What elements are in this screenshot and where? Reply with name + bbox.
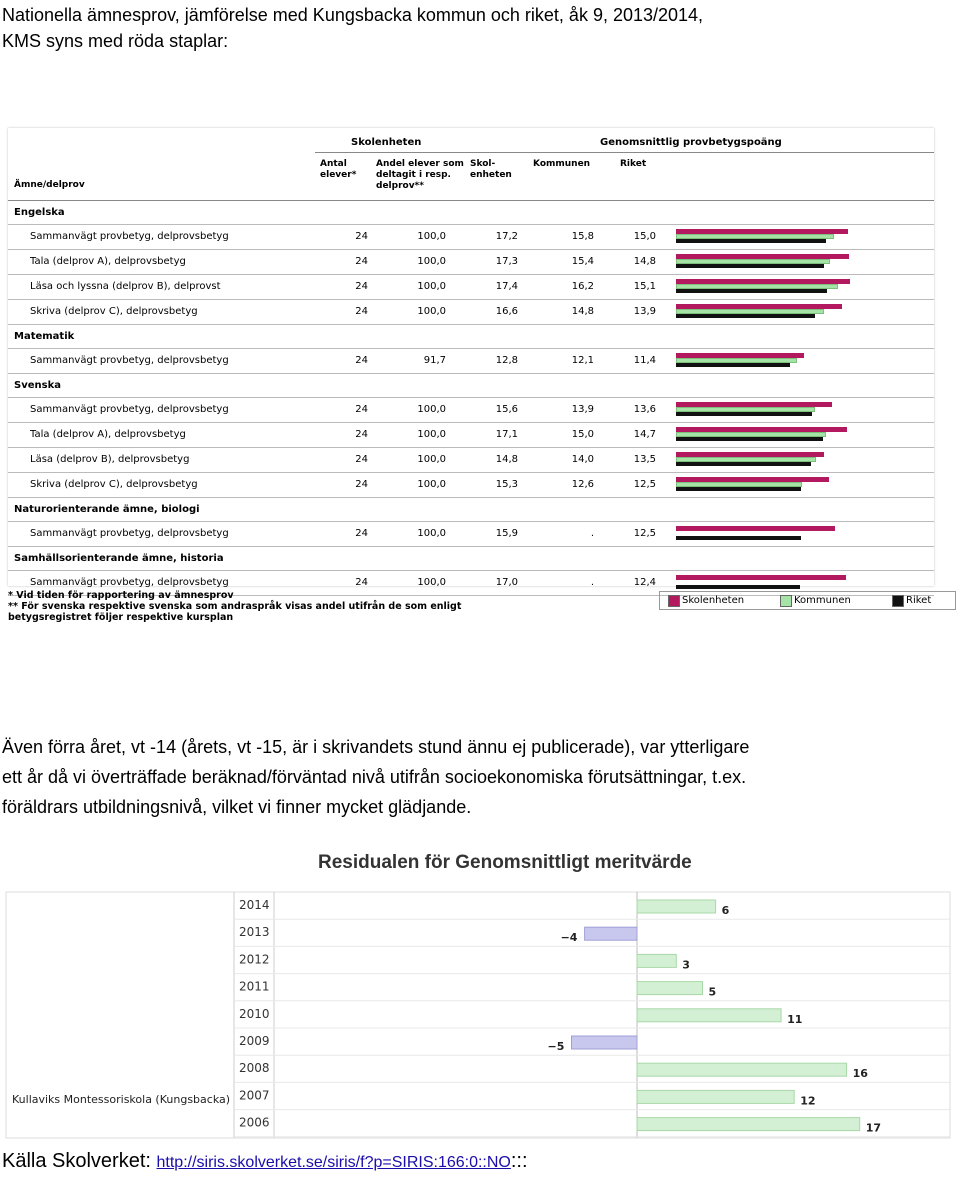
row-label: Tala (delprov A), delprovsbetyg: [30, 429, 186, 440]
table-group-header: [315, 128, 934, 153]
cell-andel: 100,0: [417, 454, 446, 465]
bar-riket: [676, 289, 827, 293]
bar-riket: [676, 239, 826, 243]
cell-kommunen: 12,1: [571, 355, 594, 366]
header-genomsnitt: Genomsnittlig provbetygspoäng: [600, 137, 782, 148]
cell-andel: 100,0: [417, 306, 446, 317]
residual-bar: [637, 1090, 794, 1103]
legend-riket: Riket: [906, 595, 932, 606]
value-label: 3: [682, 958, 690, 972]
row-label: Sammanvägt provbetyg, delprovsbetyg: [30, 577, 229, 588]
source-link[interactable]: http://siris.skolverket.se/siris/f?p=SIRIS:166:0::NO: [156, 1154, 511, 1171]
row-bars: [676, 254, 926, 271]
cell-antal: 24: [355, 528, 368, 539]
bar-riket: [676, 437, 823, 441]
bar-riket: [676, 585, 800, 589]
table-footnotes: [8, 590, 461, 623]
bar-riket: [676, 536, 801, 540]
intro-line-1: Nationella ämnesprov, jämförelse med Kungsbacka kommun och riket, åk 9, 2013/2014,: [2, 5, 704, 25]
row-bars: [676, 304, 926, 321]
col-kommunen: Kommunen: [533, 159, 591, 169]
results-table: [8, 128, 934, 586]
cell-skolenheten: 17,3: [495, 256, 518, 267]
chart-title: Residualen för Genomsnittligt meritvärde: [318, 852, 692, 873]
row-bars: [676, 402, 926, 419]
cell-riket: 15,1: [633, 281, 656, 292]
year-label: 2013: [239, 925, 270, 940]
year-label: 2009: [239, 1034, 270, 1048]
section-label: Matematik: [14, 331, 75, 342]
cell-antal: 24: [355, 479, 368, 490]
legend-kommunen: Kommunen: [794, 595, 851, 606]
cell-skolenheten: 17,1: [495, 429, 518, 440]
cell-riket: 12,5: [633, 528, 656, 539]
cell-kommunen: 15,0: [571, 429, 594, 440]
year-label: 2006: [239, 1115, 270, 1130]
cell-andel: 100,0: [417, 281, 446, 292]
year-label: 2007: [239, 1088, 270, 1103]
cell-kommunen: .: [590, 528, 594, 539]
year-label: 2012: [239, 952, 270, 967]
cell-antal: 24: [355, 429, 368, 440]
residual-bar: [572, 1036, 638, 1049]
value-label: −4: [560, 931, 578, 945]
cell-riket: 12,4: [633, 577, 656, 588]
row-label: Skriva (delprov C), delprovsbetyg: [30, 479, 198, 490]
footnote-1: * Vid tiden för rapportering av ämnesprov: [8, 590, 234, 601]
bar-riket: [676, 314, 815, 318]
cell-skolenheten: 17,2: [495, 231, 518, 242]
source-prefix: Källa Skolverket:: [2, 1150, 157, 1172]
row-label: Läsa och lyssna (delprov B), delprovst: [30, 281, 221, 292]
bar-riket: [676, 462, 811, 466]
row-bars: [676, 279, 926, 296]
cell-kommunen: 14,0: [571, 454, 594, 465]
table-column-header: [8, 153, 934, 200]
value-label: 16: [852, 1067, 868, 1081]
table-row: [8, 300, 934, 325]
cell-skolenheten: 14,8: [495, 454, 518, 465]
value-label: 5: [708, 985, 717, 999]
value-label: −5: [547, 1040, 565, 1053]
footnote-2: ** För svenska respektive svenska som andraspråk visas andel utifrån de som enligt: [8, 601, 462, 612]
cell-skolenheten: 15,6: [495, 404, 518, 415]
cell-kommunen: 14,8: [571, 306, 594, 317]
section-label: Svenska: [14, 380, 61, 391]
legend-skolenheten: Skolenheten: [682, 595, 745, 606]
table-row: [8, 275, 934, 300]
value-label: 17: [865, 1121, 882, 1135]
cell-andel: 100,0: [417, 577, 446, 588]
school-label: Kullaviks Montessoriskola (Kungsbacka): [12, 1093, 231, 1106]
bar-skolenheten: [676, 575, 846, 580]
row-label: Sammanvägt provbetyg, delprovsbetyg: [30, 231, 229, 242]
cell-andel: 100,0: [417, 256, 446, 267]
cell-skolenheten: 15,9: [495, 528, 518, 539]
legend-swatch-kommunen: [780, 595, 792, 607]
cell-antal: 24: [355, 577, 368, 588]
cell-antal: 24: [355, 281, 368, 292]
row-label: Skriva (delprov C), delprovsbetyg: [30, 306, 198, 317]
year-label: 2011: [239, 979, 270, 994]
cell-kommunen: 15,4: [571, 256, 594, 267]
cell-skolenheten: 17,0: [495, 577, 518, 588]
bar-riket: [676, 363, 790, 367]
cell-andel: 100,0: [417, 231, 446, 242]
cell-kommunen: .: [590, 577, 594, 588]
cell-riket: 13,9: [633, 306, 656, 317]
cell-antal: 24: [355, 306, 368, 317]
residual-bar: [637, 1009, 781, 1022]
cell-antal: 24: [355, 355, 368, 366]
cell-riket: 15,0: [633, 231, 656, 242]
bar-skolenheten: [676, 526, 835, 531]
col-skolenheten: Skol-enheten: [470, 159, 512, 180]
paragraph-line-1: Även förra året, vt -14 (årets, vt -15, är i skrivandets stund ännu ej publicerade), var ytterligare: [2, 737, 750, 757]
bar-riket: [676, 487, 801, 491]
year-label: 2008: [239, 1061, 270, 1076]
value-label: 6: [721, 904, 730, 917]
table-row: [8, 250, 934, 275]
cell-antal: 24: [355, 231, 368, 242]
legend-swatch-riket: [892, 595, 904, 607]
header-skolenheten: Skolenheten: [351, 137, 422, 148]
cell-riket: 13,5: [633, 454, 656, 465]
section-row: [8, 374, 934, 398]
row-bars: [676, 526, 926, 543]
footnote-3: betygsregistret följer respektive kursplan: [8, 612, 234, 623]
col-antal: Antal elever*: [320, 159, 357, 180]
section-row: [8, 498, 934, 522]
legend-swatch-skolenheten: [668, 595, 680, 607]
year-label: 2010: [239, 1006, 270, 1021]
bar-riket: [676, 264, 824, 268]
col-riket: Riket: [620, 159, 647, 169]
cell-antal: 24: [355, 404, 368, 415]
source-line: [2, 1150, 528, 1173]
cell-andel: 100,0: [417, 528, 446, 539]
section-row: [8, 201, 934, 225]
cell-andel: 100,0: [417, 429, 446, 440]
value-label: 11: [787, 1012, 803, 1026]
row-bars: [676, 452, 926, 469]
cell-riket: 12,5: [633, 479, 656, 490]
cell-kommunen: 15,8: [571, 231, 594, 242]
cell-kommunen: 16,2: [571, 281, 594, 292]
section-row: [8, 547, 934, 571]
row-bars: [676, 477, 926, 494]
table-row: [8, 448, 934, 473]
cell-andel: 100,0: [417, 479, 446, 490]
row-bars: [676, 575, 926, 592]
cell-riket: 14,8: [633, 256, 656, 267]
value-label: 12: [800, 1094, 816, 1108]
body-paragraph: [2, 732, 952, 822]
table-legend: [659, 591, 956, 610]
cell-skolenheten: 15,3: [495, 479, 518, 490]
residual-chart: [0, 888, 960, 1150]
col-amne: Ämne/delprov: [14, 180, 85, 190]
cell-skolenheten: 12,8: [495, 355, 518, 366]
table-body: [8, 200, 934, 596]
paragraph-line-3: föräldrars utbildningsnivå, vilket vi finner mycket glädjande.: [2, 797, 472, 817]
row-label: Läsa (delprov B), delprovsbetyg: [30, 454, 190, 465]
table-row: [8, 522, 934, 547]
residual-bar: [637, 900, 716, 913]
row-label: Sammanvägt provbetyg, delprovsbetyg: [30, 355, 229, 366]
cell-kommunen: 12,6: [571, 479, 594, 490]
col-andel: Andel elever som deltagit i resp. delprov**: [376, 159, 464, 191]
row-label: Sammanvägt provbetyg, delprovsbetyg: [30, 404, 229, 415]
section-label: Samhällsorienterande ämne, historia: [14, 553, 224, 564]
table-row: [8, 225, 934, 250]
residual-bar: [585, 927, 637, 940]
cell-andel: 91,7: [423, 355, 446, 366]
cell-riket: 11,4: [633, 355, 656, 366]
bar-riket: [676, 412, 812, 416]
residual-bar: [637, 954, 676, 967]
cell-kommunen: 13,9: [571, 404, 594, 415]
paragraph-line-2: ett år då vi överträffade beräknad/förväntad nivå utifrån socioekonomiska förutsättningar, t.ex.: [2, 767, 747, 787]
cell-antal: 24: [355, 454, 368, 465]
cell-skolenheten: 17,4: [495, 281, 518, 292]
residual-bar: [637, 1063, 847, 1076]
cell-antal: 24: [355, 256, 368, 267]
table-row: [8, 473, 934, 498]
intro-text: [2, 2, 703, 54]
section-row: [8, 325, 934, 349]
table-row: [8, 423, 934, 448]
row-bars: [676, 229, 926, 246]
residual-bar: [637, 982, 703, 995]
row-bars: [676, 427, 926, 444]
cell-riket: 14,7: [633, 429, 656, 440]
cell-skolenheten: 16,6: [495, 306, 518, 317]
residual-bar: [637, 1118, 860, 1131]
row-label: Sammanvägt provbetyg, delprovsbetyg: [30, 528, 229, 539]
source-suffix: :::: [510, 1150, 528, 1172]
table-row: [8, 398, 934, 423]
table-row: [8, 349, 934, 374]
year-label: 2014: [239, 898, 270, 912]
intro-line-2: KMS syns med röda staplar:: [2, 31, 229, 51]
cell-andel: 100,0: [417, 404, 446, 415]
row-bars: [676, 353, 926, 370]
row-label: Tala (delprov A), delprovsbetyg: [30, 256, 186, 267]
cell-riket: 13,6: [633, 404, 656, 415]
section-label: Engelska: [14, 207, 65, 218]
section-label: Naturorienterande ämne, biologi: [14, 504, 200, 515]
